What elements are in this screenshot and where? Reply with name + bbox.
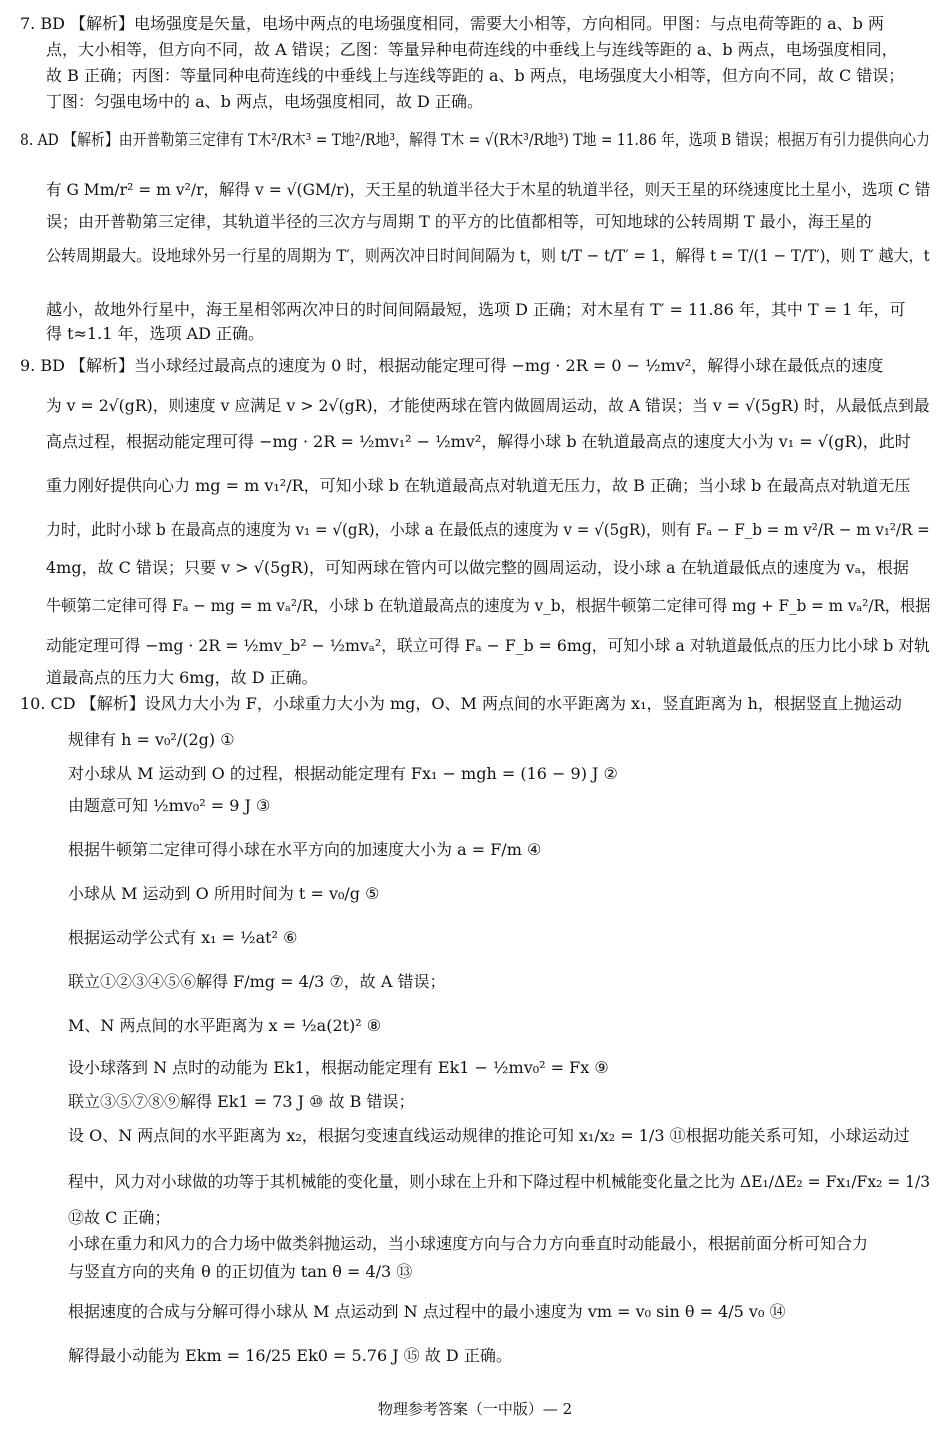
answer-9-line-3: 高点过程，根据动能定理可得 −mg · 2R = ½mv₁² − ½mv²，解得小球 b 在轨道最高点的速度大小为 v₁ = √(gR)，此时 xyxy=(46,432,911,451)
answer-10-step-12a: 小球在重力和风力的合力场中做类斜抛运动，当小球速度方向与合力方向垂直时动能最小，根据前面分析可知合力 xyxy=(68,1234,869,1253)
answer-9-line-7: 牛顿第二定律可得 Fₐ − mg = m vₐ²/R，小球 b 在轨道最高点的速度为 v_b，根据牛顿第二定律可得 mg + F_b = m vₐ²/R，根据 xyxy=(46,596,931,615)
answer-10-step-11a: 设 O、N 两点间的水平距离为 x₂，根据匀变速直线运动规律的推论可知 x₁/x₂ = 1/3 ⑪根据功能关系可知，小球运动过 xyxy=(68,1126,910,1145)
answer-7-line-4: 丁图：匀强电场中的 a、b 两点，电场强度相同，故 D 正确。 xyxy=(46,92,483,111)
answer-10-step-13: 根据速度的合成与分解可得小球从 M 点运动到 N 点过程中的最小速度为 vm = v₀ sin θ = 4/5 v₀ ⑭ xyxy=(68,1302,786,1321)
answer-8-line-4: 公转周期最大。设地球外另一行星的周期为 T′，则两次冲日时间间隔为 t，则 t/T − t/T′ = 1，解得 t = T/(1 − T/T′)，则 T′ 越大，t xyxy=(46,246,930,265)
answer-7-line-2: 点，大小相等，但方向不同，故 A 错误；乙图：等量异种电荷连线的中垂线上与连线等距的 a、b 两点，电场强度相同， xyxy=(46,40,898,59)
answer-10-step-11c: ⑫故 C 正确； xyxy=(68,1208,171,1227)
answer-10-step-8: M、N 两点间的水平距离为 x = ½a(2t)² ⑧ xyxy=(68,1016,382,1035)
answer-9-line-5: 力时，此时小球 b 在最高点的速度为 v₁ = √(gR)，小球 a 在最低点的速度为 v = √(5gR)，则有 Fₐ − F_b = m v²/R − m v₁²/R = xyxy=(46,520,930,539)
answer-9-line-9: 道最高点的压力大 6mg，故 D 正确。 xyxy=(46,668,318,687)
answer-10-step-1: 规律有 h = v₀²/(2g) ① xyxy=(68,730,235,749)
answer-10-step-2: 对小球从 M 运动到 O 的过程，根据动能定理有 Fx₁ − mgh = (16 − 9) J ② xyxy=(68,764,618,783)
answer-10-step-9: 设小球落到 N 点时的动能为 Ek1，根据动能定理有 Ek1 − ½mv₀² = Fx ⑨ xyxy=(68,1058,609,1077)
answer-8-line-2: 有 G Mm/r² = m v²/r，解得 v = √(GM/r)，天王星的轨道半径大于木星的轨道半径，则天王星的环绕速度比土星小，选项 C 错 xyxy=(46,180,931,199)
answer-10-step-3: 由题意可知 ½mv₀² = 9 J ③ xyxy=(68,796,271,815)
page-footer: 物理参考答案（一中版）— 2 xyxy=(377,1400,573,1418)
answer-8-line-3: 误；由开普勒第三定律，其轨道半径的三次方与周期 T 的平方的比值都相等，可知地球的公转周期 T 最小，海王星的 xyxy=(46,212,872,231)
answer-8-line-6: 得 t≈1.1 年，选项 AD 正确。 xyxy=(46,324,265,343)
answer-10-step-7: 联立①②③④⑤⑥解得 F/mg = 4/3 ⑦，故 A 错误； xyxy=(68,972,446,991)
answer-9-line-1: 9. BD 【解析】当小球经过最高点的速度为 0 时，根据动能定理可得 −mg · 2R = 0 − ½mv²，解得小球在最低点的速度 xyxy=(20,356,884,375)
answer-9-line-4: 重力刚好提供向心力 mg = m v₁²/R，可知小球 b 在轨道最高点对轨道无压力，故 B 正确；当小球 b 在最高点对轨道无压 xyxy=(46,476,911,495)
answer-10-step-6: 根据运动学公式有 x₁ = ½at² ⑥ xyxy=(68,928,298,947)
answer-10-line-1: 10. CD 【解析】设风力大小为 F，小球重力大小为 mg，O、M 两点间的水平距离为 x₁，竖直距离为 h，根据竖直上抛运动 xyxy=(20,694,902,713)
answer-7-line-3: 故 B 正确；丙图：等量同种电荷连线的中垂线上与连线等距的 a、b 两点，电场强度大小相等，但方向不同，故 C 错误； xyxy=(46,66,905,85)
answer-9-line-8: 动能定理可得 −mg · 2R = ½mv_b² − ½mvₐ²，联立可得 Fₐ − F_b = 6mg，可知小球 a 对轨道最低点的压力比小球 b 对轨 xyxy=(46,636,930,655)
answer-10-step-11b: 程中，风力对小球做的功等于其机械能的变化量，则小球在上升和下降过程中机械能变化量之比为 ΔE₁/ΔE₂ = Fx₁/Fx₂ = 1/3 xyxy=(68,1172,931,1191)
answer-7-line-1: 7. BD 【解析】电场强度是矢量，电场中两点的电场强度相同，需要大小相等，方向相同。甲图：与点电荷等距的 a、b 两 xyxy=(20,14,884,33)
answer-8-line-1: 8. AD 【解析】由开普勒第三定律有 T木²/R木³ = T地²/R地³，解得 T木 = √(R木³/R地³) T地 = 11.86 年，选项 B 错误；根据万有引力提供向心力 xyxy=(20,130,930,149)
answer-8-line-5: 越小，故地外行星中，海王星相邻两次冲日的时间间隔最短，选项 D 正确；对木星有 T′ = 11.86 年，其中 T = 1 年，可 xyxy=(46,300,906,319)
answer-10-step-4: 根据牛顿第二定律可得小球在水平方向的加速度大小为 a = F/m ④ xyxy=(68,840,542,859)
answer-9-line-2: 为 v = 2√(gR)，则速度 v 应满足 v > 2√(gR)，才能使两球在管内做圆周运动，故 A 错误；当 v = √(5gR) 时，从最低点到最 xyxy=(46,396,930,415)
answer-10-step-12b: 与竖直方向的夹角 θ 的正切值为 tan θ = 4/3 ⑬ xyxy=(68,1262,413,1281)
answer-10-step-14: 解得最小动能为 Ekm = 16/25 Ek0 = 5.76 J ⑮ 故 D 正确。 xyxy=(68,1346,512,1365)
answer-10-step-5: 小球从 M 运动到 O 所用时间为 t = v₀/g ⑤ xyxy=(68,884,380,903)
answer-10-step-10: 联立③⑤⑦⑧⑨解得 Ek1 = 73 J ⑩ 故 B 错误； xyxy=(68,1092,415,1111)
answer-9-line-6: 4mg，故 C 错误；只要 v > √(5gR)，可知两球在管内可以做完整的圆周运动，设小球 a 在轨道最低点的速度为 vₐ，根据 xyxy=(46,558,909,577)
